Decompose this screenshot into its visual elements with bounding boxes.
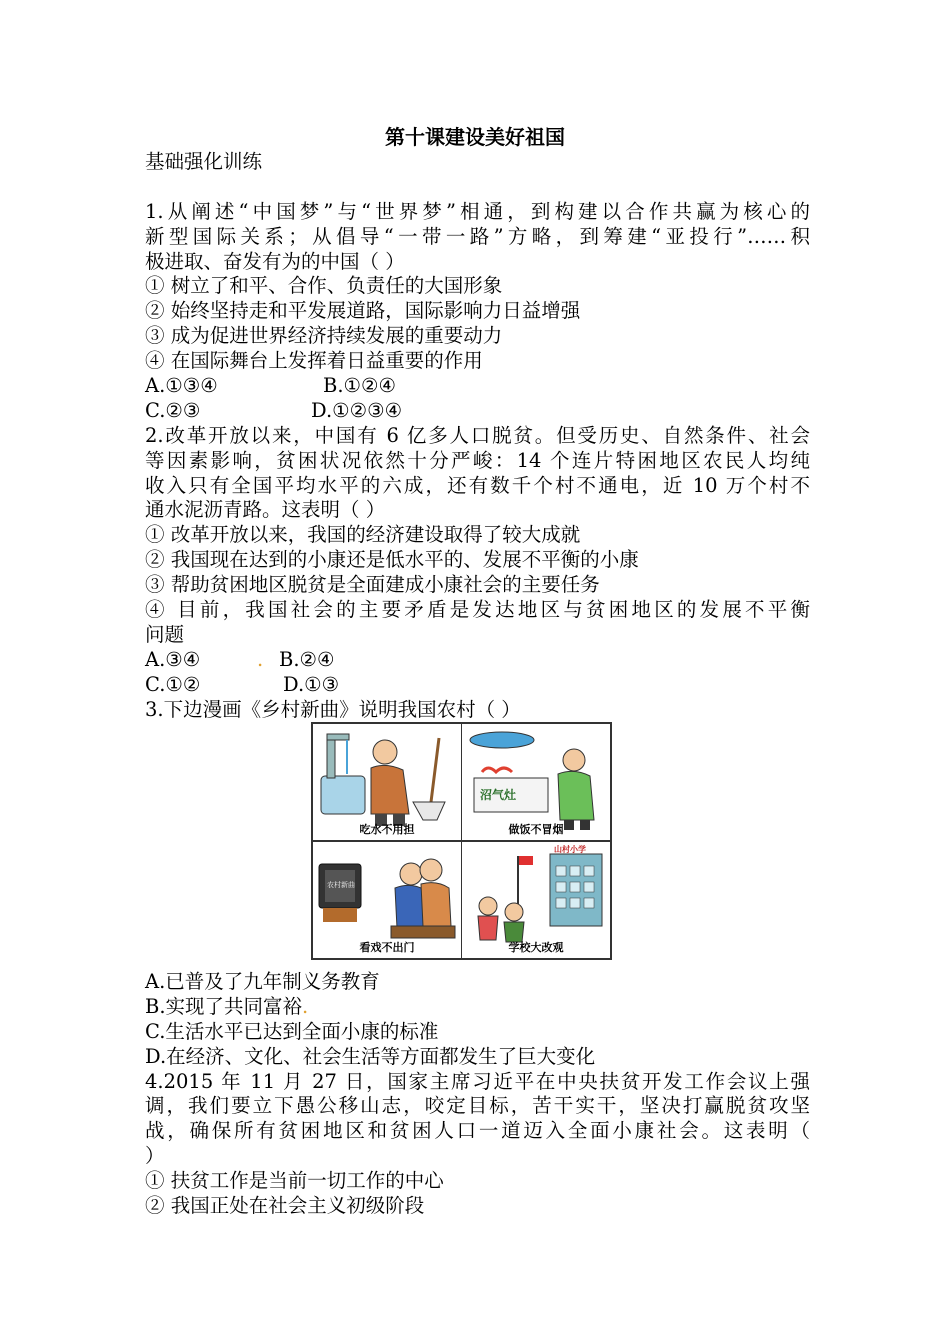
q4-stem-line: 调，我们要立下愚公移山志，咬定目标，苦干实干，坚决打赢脱贫攻坚 (145, 1094, 810, 1118)
q1-item: ④ 在国际舞台上发挥着日益重要的作用 (145, 349, 483, 373)
q4-stem-line: 4.2015 年 11 月 27 日，国家主席习近平在中央扶贫开发工作会议上强 (145, 1069, 810, 1093)
q1-option-d: D.①②③④ (311, 398, 403, 422)
q1-item: ③ 成为促进世界经济持续发展的重要动力 (145, 324, 503, 348)
q2-item: 问题 (145, 622, 185, 646)
q4-item: ① 扶贫工作是当前一切工作的中心 (145, 1169, 444, 1193)
q1-option-c: C.②③ (145, 398, 201, 422)
panel-caption: 做饭不冒烟 (508, 823, 564, 836)
q2-item: ② 我国现在达到的小康还是低水平的、发展不平衡的小康 (145, 548, 639, 572)
q1-stem-line: 新型国际关系；从倡导“一带一路”方略，到筹建“亚投行”……积 (145, 224, 810, 248)
q1-options-row (145, 374, 810, 399)
decorative-dot: . (257, 647, 264, 671)
q4-stem-line: ） (145, 1144, 165, 1168)
q3-stem: 3.下边漫画《乡村新曲》说明我国农村（ ） (145, 697, 521, 721)
stove-label: 沼气灶 (480, 788, 517, 802)
panel-caption: 学校大改观 (508, 941, 564, 954)
panel-caption: 看戏不出门 (359, 941, 415, 954)
tv-screen-label: 农村新曲 (327, 881, 355, 889)
q1-stem-line: 1.从阐述“中国梦”与“世界梦”相通，到构建以合作共赢为核心的 (145, 199, 810, 223)
text-block-upper (145, 150, 810, 722)
q2-item: ④ 目前，我国社会的主要矛盾是发达地区与贫困地区的发展不平衡 (145, 598, 810, 622)
q2-stem-line: 通水泥沥青路。这表明（ ） (145, 498, 386, 522)
page-title: 第十课建设美好祖国 (385, 125, 565, 149)
panel-caption: 吃水不用担 (359, 823, 415, 836)
q3-option-b: B.实现了共同富裕 (145, 994, 303, 1018)
q2-options-row (145, 648, 810, 673)
cartoon-panel-stove (461, 723, 611, 841)
q1-stem-line: 极进取、奋发有为的中国（ ） (145, 249, 405, 273)
q3-option-a: A.已普及了九年制义务教育 (145, 970, 380, 993)
q2-option-a: A.③④ (145, 647, 201, 671)
q2-option-b: B.②④ (279, 647, 335, 671)
q2-stem-line: 2.改革开放以来，中国有 6 亿多人口脱贫。但受历史、自然条件、社会 (145, 423, 810, 447)
q2-item: ① 改革开放以来，我国的经济建设取得了较大成就 (145, 523, 581, 547)
q1-option-a: A.①③④ (145, 374, 218, 398)
cartoon-panel-tv (312, 841, 462, 959)
q1-item: ② 始终坚持走和平发展道路，国际影响力日益增强 (145, 299, 581, 323)
cartoon-figure (311, 722, 612, 960)
q3-option-b-row (145, 995, 810, 1020)
q2-stem-line: 等因素影响，贫困状况依然十分严峻：14 个连片特困地区农民人均纯 (145, 448, 810, 472)
q2-stem-line: 收入只有全国平均水平的六成，还有数千个村不通电，近 10 万个村不 (145, 473, 810, 497)
text-block-lower (145, 970, 810, 1219)
q1-item: ① 树立了和平、合作、负责任的大国形象 (145, 274, 503, 298)
q3-option-d: D.在经济、文化、社会生活等方面都发生了巨大变化 (145, 1044, 596, 1068)
school-sign: 山村小学 (554, 845, 586, 854)
q4-stem-line: 战，确保所有贫困地区和贫困人口一道迈入全面小康社会。这表明（ (145, 1119, 810, 1143)
q1-options-row (145, 399, 810, 424)
spacer (145, 175, 810, 200)
q1-option-b: B.①②④ (323, 374, 396, 398)
q4-item: ② 我国正处在社会主义初级阶段 (145, 1194, 425, 1218)
decorative-dot: . (302, 994, 309, 1018)
q2-options-row (145, 673, 810, 698)
q2-item: ③ 帮助贫困地区脱贫是全面建成小康社会的主要任务 (145, 573, 600, 597)
q2-option-c: C.①② (145, 672, 201, 696)
cartoon-panel-school (461, 841, 611, 959)
cartoon-panel-water (312, 723, 462, 841)
q2-option-d: D.①③ (283, 672, 340, 696)
q3-option-c: C.生活水平已达到全面小康的标准 (145, 1019, 439, 1043)
section-heading: 基础强化训练 (145, 150, 263, 173)
